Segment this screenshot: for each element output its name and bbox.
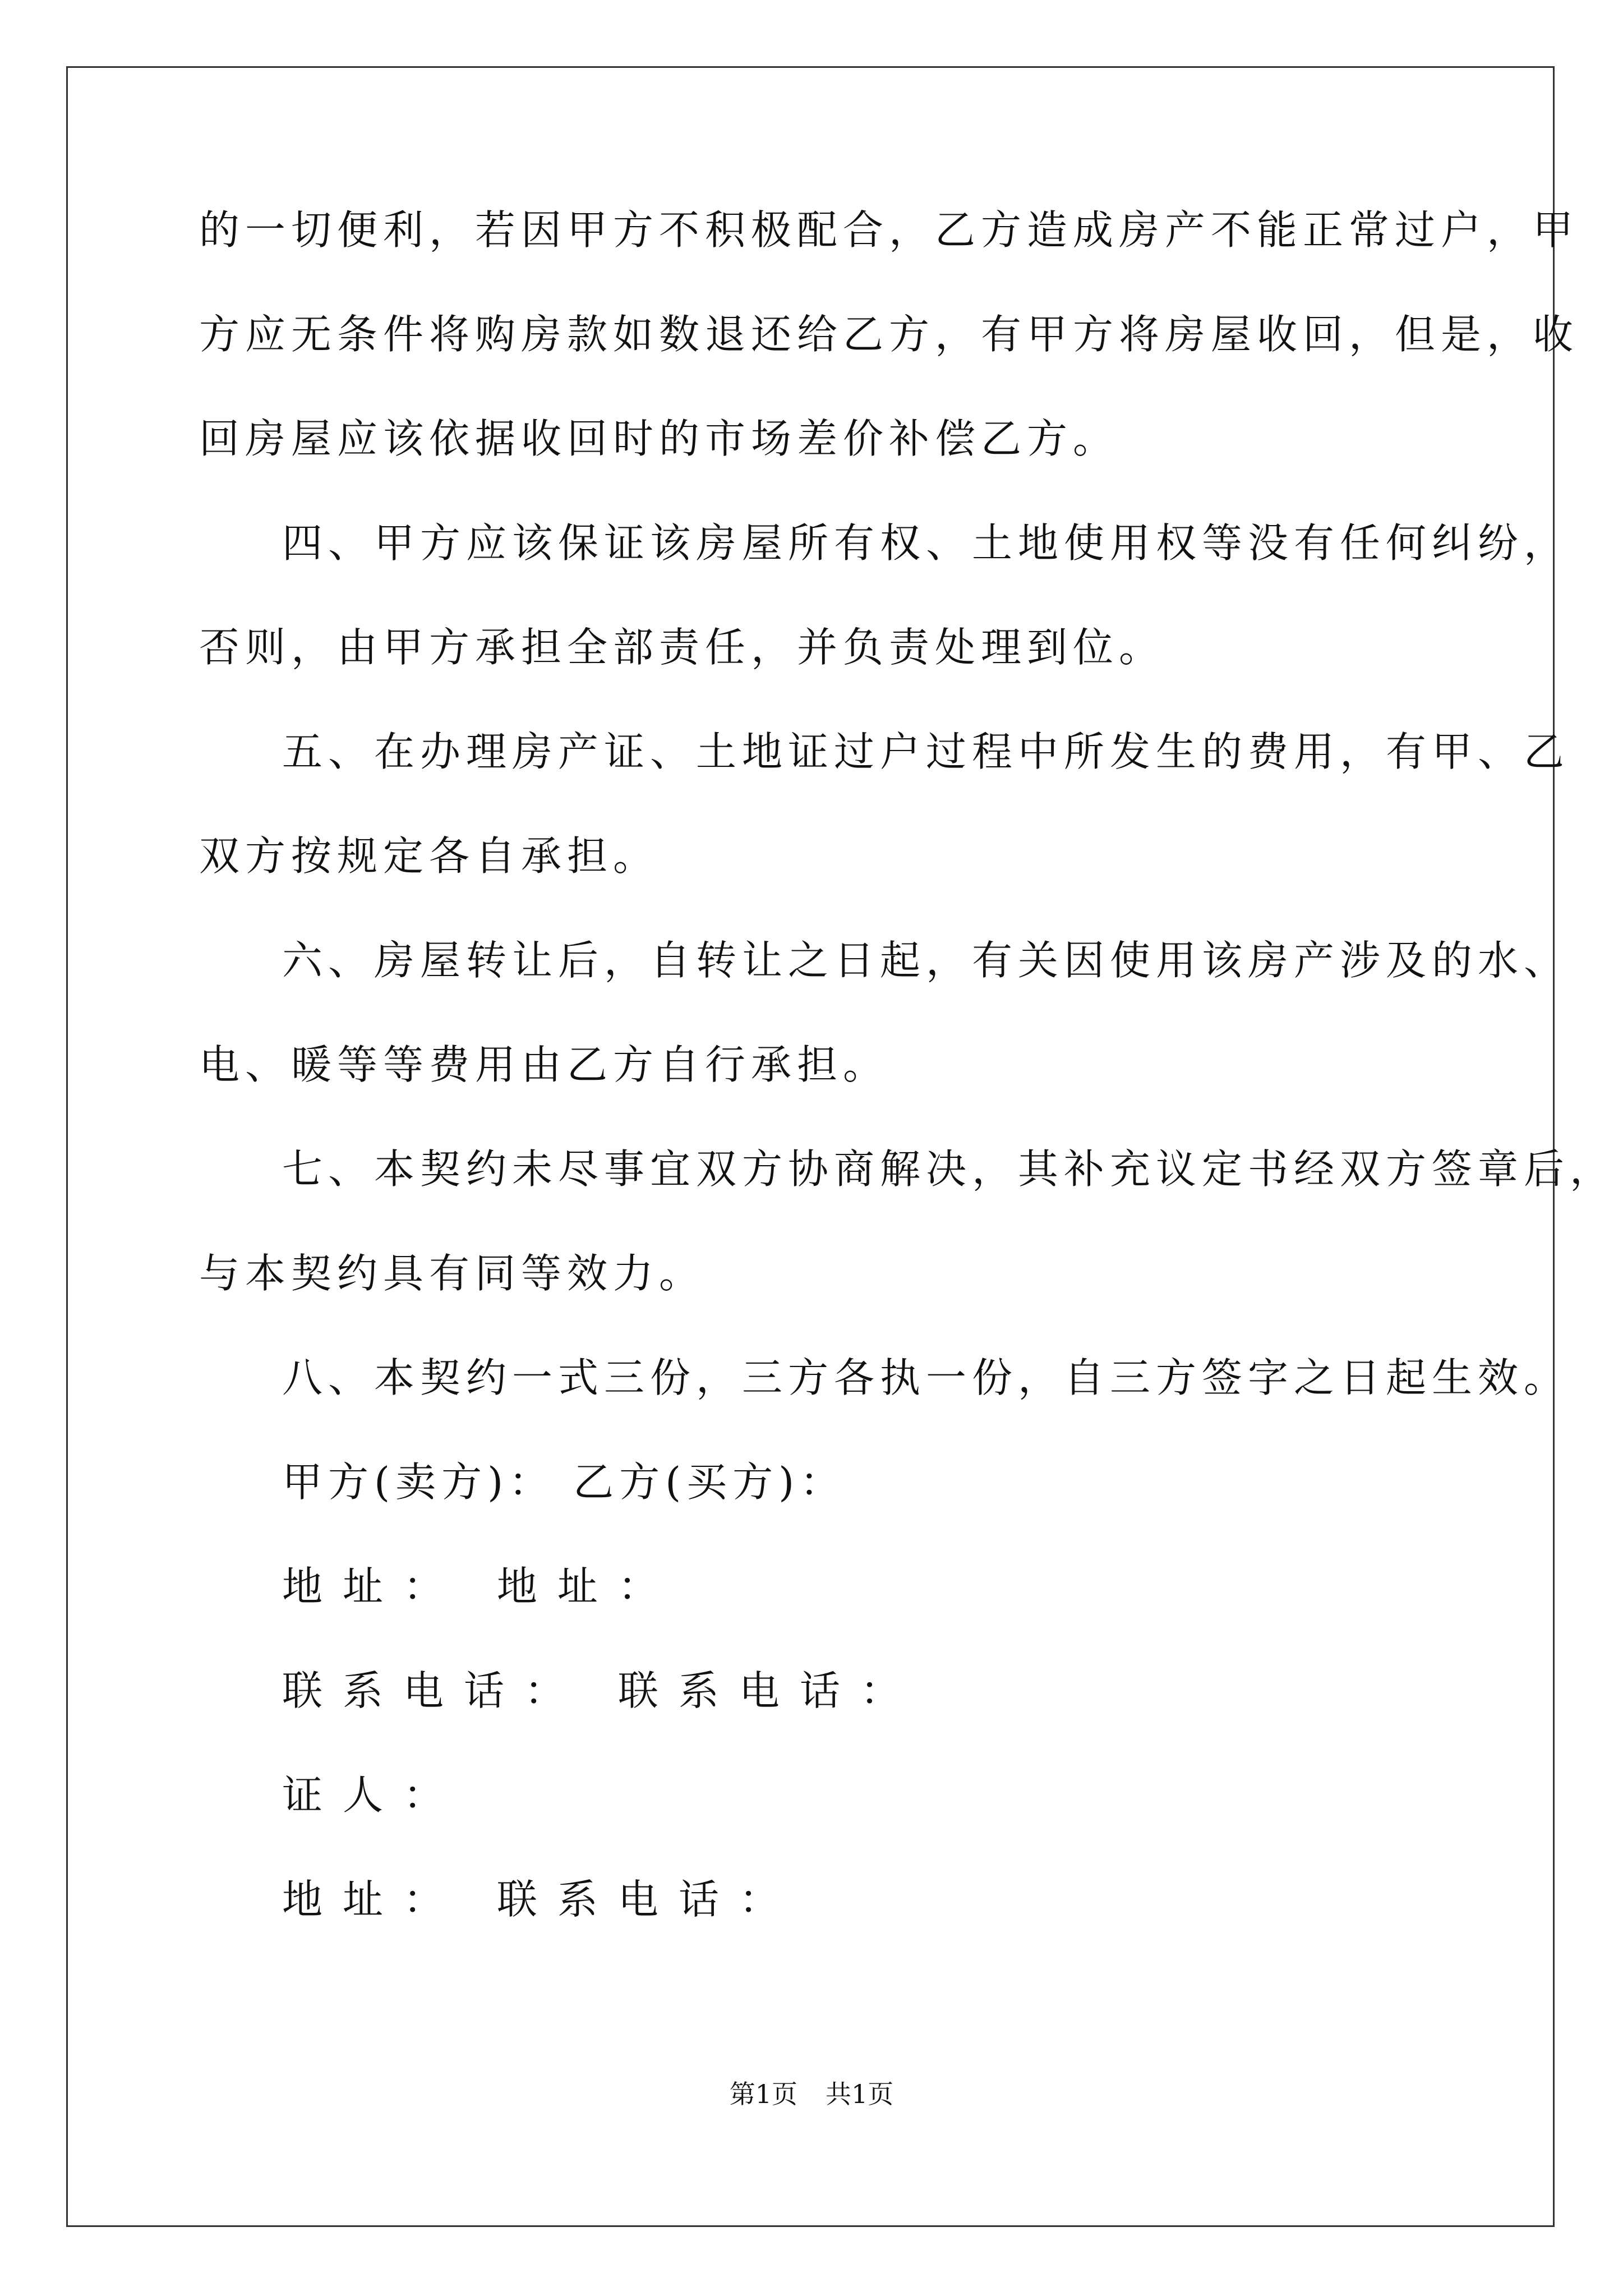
clause-eight: 八、本契约一式三份，三方各执一份，自三方签字之日起生效。 <box>282 1354 1570 1401</box>
page-current: 第1页 <box>729 2079 797 2109</box>
page-total: 共1页 <box>826 2079 894 2109</box>
address-labels: 地址： 地址： <box>282 1563 679 1610</box>
clause-five: 五、在办理房产证、土地证过户过程中所发生的费用，有甲、乙 <box>282 728 1570 775</box>
paragraph-line: 的一切便利，若因甲方不积极配合，乙方造成房产不能正常过户，甲 <box>199 206 1579 254</box>
paragraph-line: 双方按规定各自承担。 <box>199 832 660 880</box>
paragraph-line: 方应无条件将购房款如数退还给乙方，有甲方将房屋收回，但是，收 <box>199 311 1579 358</box>
clause-six: 六、房屋转让后，自转让之日起，有关因使用该房产涉及的水、 <box>282 937 1570 984</box>
page-footer <box>0 2078 1623 2110</box>
witness-contact-labels: 地址： 联系电话： <box>282 1876 800 1923</box>
clause-seven: 七、本契约未尽事宜双方协商解决，其补充议定书经双方签章后， <box>282 1145 1616 1193</box>
phone-labels: 联系电话： 联系电话： <box>282 1667 921 1714</box>
paragraph-line: 与本契约具有同等效力。 <box>199 1250 706 1297</box>
party-labels: 甲方(卖方)： 乙方(买方)： <box>282 1458 846 1506</box>
document-body <box>199 206 1616 1981</box>
paragraph-line: 否则，由甲方承担全部责任，并负责处理到位。 <box>199 624 1165 671</box>
witness-label: 证人： <box>282 1772 464 1819</box>
paragraph-line: 电、暖等等费用由乙方自行承担。 <box>199 1041 889 1088</box>
paragraph-line: 回房屋应该依据收回时的市场差价补偿乙方。 <box>199 415 1119 462</box>
clause-four: 四、甲方应该保证该房屋所有权、土地使用权等没有任何纠纷， <box>282 519 1570 567</box>
